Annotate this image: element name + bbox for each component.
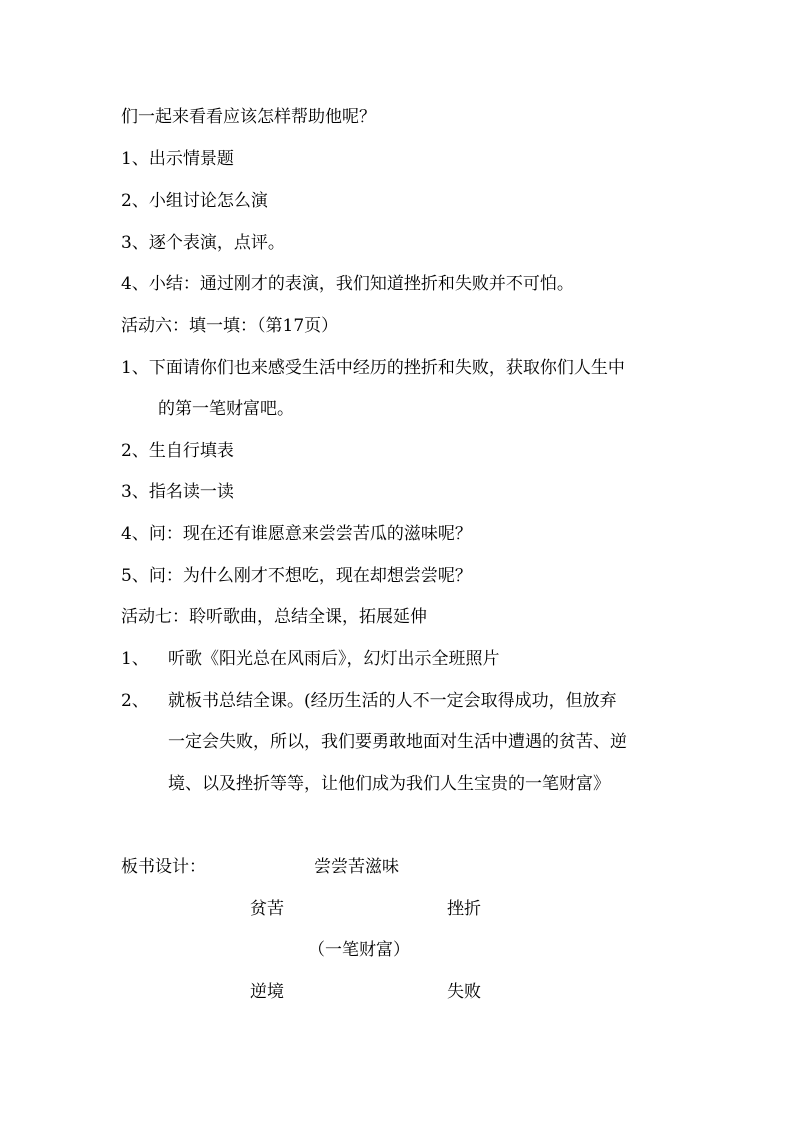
text-line: 5、问：为什么刚才不想吃，现在却想尝尝呢？ xyxy=(121,566,472,586)
text-line: 的第一笔财富吧。 xyxy=(158,399,294,419)
text-line: 1、出示情景题 xyxy=(121,149,234,169)
board-item: 逆境 xyxy=(250,982,284,1002)
text-line: 3、指名读一读 xyxy=(121,482,234,502)
board-center: （一笔财富） xyxy=(308,940,410,960)
list-item-number: 1、 xyxy=(121,649,149,669)
board-label: 板书设计： xyxy=(121,857,206,877)
list-item-text: 一定会失败，所以，我们要勇敢地面对生活中遭遇的贫苦、逆 xyxy=(168,732,627,752)
section-heading: 活动七：聆听歌曲，总结全课，拓展延伸 xyxy=(121,607,427,627)
list-item-text: 境、以及挫折等等，让他们成为我们人生宝贵的一笔财富》 xyxy=(168,774,610,794)
text-line: 2、小组讨论怎么演 xyxy=(121,191,268,211)
list-item-number: 2、 xyxy=(121,691,149,711)
list-item-text: 就板书总结全课。(经历生活的人不一定会取得成功，但放弃 xyxy=(168,691,617,711)
list-item-text: 听歌《阳光总在风雨后》，幻灯出示全班照片 xyxy=(168,649,500,669)
text-line: 3、逐个表演，点评。 xyxy=(121,233,285,253)
text-line: 1、下面请你们也来感受生活中经历的挫折和失败，获取你们人生中 xyxy=(121,358,625,378)
board-item: 贫苦 xyxy=(250,899,284,919)
board-item: 失败 xyxy=(447,982,481,1002)
board-title: 尝尝苦滋味 xyxy=(314,857,399,877)
section-heading: 活动六：填一填：（第17页） xyxy=(121,316,339,336)
board-item: 挫折 xyxy=(447,899,481,919)
text-line: 4、问：现在还有谁愿意来尝尝苦瓜的滋味呢？ xyxy=(121,524,472,544)
text-line: 们一起来看看应该怎样帮助他呢？ xyxy=(121,107,376,127)
text-line: 4、小结：通过刚才的表演，我们知道挫折和失败并不可怕。 xyxy=(121,274,574,294)
text-line: 2、生自行填表 xyxy=(121,441,234,461)
